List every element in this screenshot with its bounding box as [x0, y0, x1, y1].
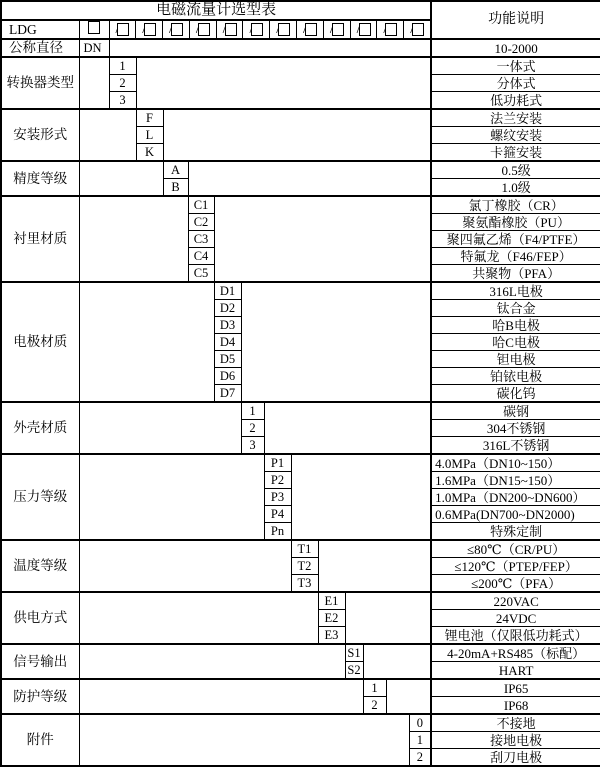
option-desc: 法兰安装	[431, 109, 600, 127]
filler-cell	[386, 679, 431, 714]
slash-box	[270, 21, 297, 38]
filler-cell	[79, 679, 363, 714]
filler-cell	[79, 57, 109, 109]
option-code: 2	[409, 749, 431, 767]
option-desc: IP65	[431, 679, 600, 697]
option-desc: ≤80℃（CR/PU）	[431, 540, 600, 558]
filler-cell	[264, 402, 431, 454]
option-desc: IP68	[431, 697, 600, 715]
option-code: L	[136, 127, 163, 144]
option-code: C3	[188, 231, 214, 248]
option-code: P3	[264, 489, 291, 506]
option-desc: ≤200℃（PFA）	[431, 575, 600, 593]
slash-box	[324, 21, 351, 38]
option-desc: 1.6MPa（DN15~150）	[431, 472, 600, 489]
option-code: 1	[109, 57, 136, 75]
option-code: S1	[345, 644, 363, 662]
slash-box	[297, 21, 324, 38]
filler-cell	[318, 540, 431, 592]
category-label: 安装形式	[1, 109, 79, 161]
option-code: 1	[409, 732, 431, 749]
option-code: D7	[214, 385, 241, 403]
code-box-icon	[225, 23, 237, 36]
category-label: 外壳材质	[1, 402, 79, 454]
category-label: 供电方式	[1, 592, 79, 644]
category-label: 信号输出	[1, 644, 79, 679]
slash-box-row	[110, 21, 431, 38]
option-code: A	[163, 161, 188, 179]
option-desc: 聚四氟乙烯（F4/PTFE）	[431, 231, 600, 248]
code-box-icon	[198, 23, 210, 36]
option-code: T3	[291, 575, 318, 593]
page-title: 电磁流量计选型表	[1, 1, 431, 20]
slash-box	[404, 21, 430, 38]
filler-cell	[79, 196, 188, 282]
option-code: 2	[109, 75, 136, 92]
option-desc: 聚氨酯橡胶（PU）	[431, 214, 600, 231]
category-label: 防护等级	[1, 679, 79, 714]
option-desc: 螺纹安装	[431, 127, 600, 144]
option-code: E3	[318, 627, 345, 645]
filler-cell	[79, 454, 264, 540]
code-box-icon	[412, 23, 424, 36]
option-desc: 铂铱电极	[431, 368, 600, 385]
code-box-icon	[88, 21, 100, 34]
category-label: 精度等级	[1, 161, 79, 196]
option-desc: 10-2000	[431, 39, 600, 57]
option-desc: 刮刀电极	[431, 749, 600, 767]
option-code: K	[136, 144, 163, 162]
filler-cell	[291, 454, 431, 540]
option-code: D5	[214, 351, 241, 368]
slash-box	[163, 21, 190, 38]
option-code: D1	[214, 282, 241, 300]
option-code: DN	[79, 39, 109, 57]
slash-box	[377, 21, 404, 38]
option-desc: 锂电池（仅限低功耗式）	[431, 627, 600, 645]
code-box-icon	[144, 23, 156, 36]
code-box-icon	[359, 23, 371, 36]
option-code: E1	[318, 592, 345, 610]
filler-cell	[79, 282, 214, 402]
filler-cell	[136, 57, 431, 109]
option-desc: 0.5级	[431, 161, 600, 179]
option-desc: 1.0MPa（DN200~DN600）	[431, 489, 600, 506]
option-desc: 特殊定制	[431, 523, 600, 541]
option-desc: HART	[431, 662, 600, 680]
filler-cell	[79, 714, 409, 766]
option-code: T2	[291, 558, 318, 575]
option-desc: 316L电极	[431, 282, 600, 300]
option-code: D4	[214, 334, 241, 351]
option-code: 1	[363, 679, 386, 697]
filler-cell	[79, 161, 163, 196]
option-desc: 接地电极	[431, 732, 600, 749]
option-desc: 分体式	[431, 75, 600, 92]
option-code: P1	[264, 454, 291, 472]
slash-box	[351, 21, 378, 38]
option-code: C5	[188, 265, 214, 283]
slash-box	[110, 21, 137, 38]
option-code: E2	[318, 610, 345, 627]
slash-box	[190, 21, 217, 38]
filler-cell	[363, 644, 431, 679]
filler-cell	[79, 402, 241, 454]
option-code: D6	[214, 368, 241, 385]
filler-cell	[345, 592, 431, 644]
option-desc: 4-20mA+RS485（标配）	[431, 644, 600, 662]
code-box-icon	[305, 23, 317, 36]
option-desc: 304不锈钢	[431, 420, 600, 437]
model-slash-boxes	[109, 20, 431, 39]
category-label: 衬里材质	[1, 196, 79, 282]
code-box-icon	[332, 23, 344, 36]
option-desc: 卡箍安装	[431, 144, 600, 162]
filler-cell	[79, 644, 345, 679]
option-desc: ≤120℃（PTEP/FEP）	[431, 558, 600, 575]
option-desc: 哈C电极	[431, 334, 600, 351]
option-code: P2	[264, 472, 291, 489]
filler-cell	[109, 39, 431, 57]
category-label: 转换器类型	[1, 57, 79, 109]
option-code: 2	[363, 697, 386, 715]
option-code: S2	[345, 662, 363, 680]
slash-box	[243, 21, 270, 38]
option-desc: 不接地	[431, 714, 600, 732]
option-desc: 一体式	[431, 57, 600, 75]
filler-cell	[79, 540, 291, 592]
option-desc: 4.0MPa（DN10~150）	[431, 454, 600, 472]
option-desc: 220VAC	[431, 592, 600, 610]
slash-box	[136, 21, 163, 38]
option-code: F	[136, 109, 163, 127]
option-desc: 特氟龙（F46/FEP）	[431, 248, 600, 265]
option-desc: 共聚物（PFA）	[431, 265, 600, 283]
option-desc: 碳钢	[431, 402, 600, 420]
code-box-icon	[251, 23, 263, 36]
option-desc: 24VDC	[431, 610, 600, 627]
option-code: 3	[241, 437, 264, 455]
option-code: C1	[188, 196, 214, 214]
function-desc-header: 功能说明	[431, 1, 600, 39]
category-label: 附件	[1, 714, 79, 766]
filler-cell	[79, 109, 136, 161]
option-code: C2	[188, 214, 214, 231]
option-desc: 氯丁橡胶（CR）	[431, 196, 600, 214]
option-code: T1	[291, 540, 318, 558]
code-box-icon	[171, 23, 183, 36]
option-code: P4	[264, 506, 291, 523]
option-code: D3	[214, 317, 241, 334]
option-code: D2	[214, 300, 241, 317]
option-code: 0	[409, 714, 431, 732]
option-code: 1	[241, 402, 264, 420]
option-code: 3	[109, 92, 136, 110]
option-code: 2	[241, 420, 264, 437]
option-desc: 低功耗式	[431, 92, 600, 110]
option-desc: 316L不锈钢	[431, 437, 600, 455]
model-code-cell	[79, 20, 109, 39]
option-desc: 钛合金	[431, 300, 600, 317]
option-desc: 1.0级	[431, 179, 600, 197]
filler-cell	[163, 109, 431, 161]
filler-cell	[214, 196, 431, 282]
option-desc: 碳化钨	[431, 385, 600, 403]
code-box-icon	[385, 23, 397, 36]
category-label: 温度等级	[1, 540, 79, 592]
option-code: Pn	[264, 523, 291, 541]
filler-cell	[79, 592, 318, 644]
slash-box	[217, 21, 244, 38]
option-desc: 钽电极	[431, 351, 600, 368]
code-box-icon	[278, 23, 290, 36]
option-desc: 哈B电极	[431, 317, 600, 334]
option-code: C4	[188, 248, 214, 265]
category-label: 压力等级	[1, 454, 79, 540]
model-prefix: LDG	[1, 20, 79, 39]
option-code: B	[163, 179, 188, 197]
filler-cell	[241, 282, 431, 402]
option-desc: 0.6MPa(DN700~DN2000)	[431, 506, 600, 523]
category-label: 公称直径	[1, 39, 79, 57]
category-label: 电极材质	[1, 282, 79, 402]
code-box-icon	[117, 23, 129, 36]
filler-cell	[188, 161, 431, 196]
